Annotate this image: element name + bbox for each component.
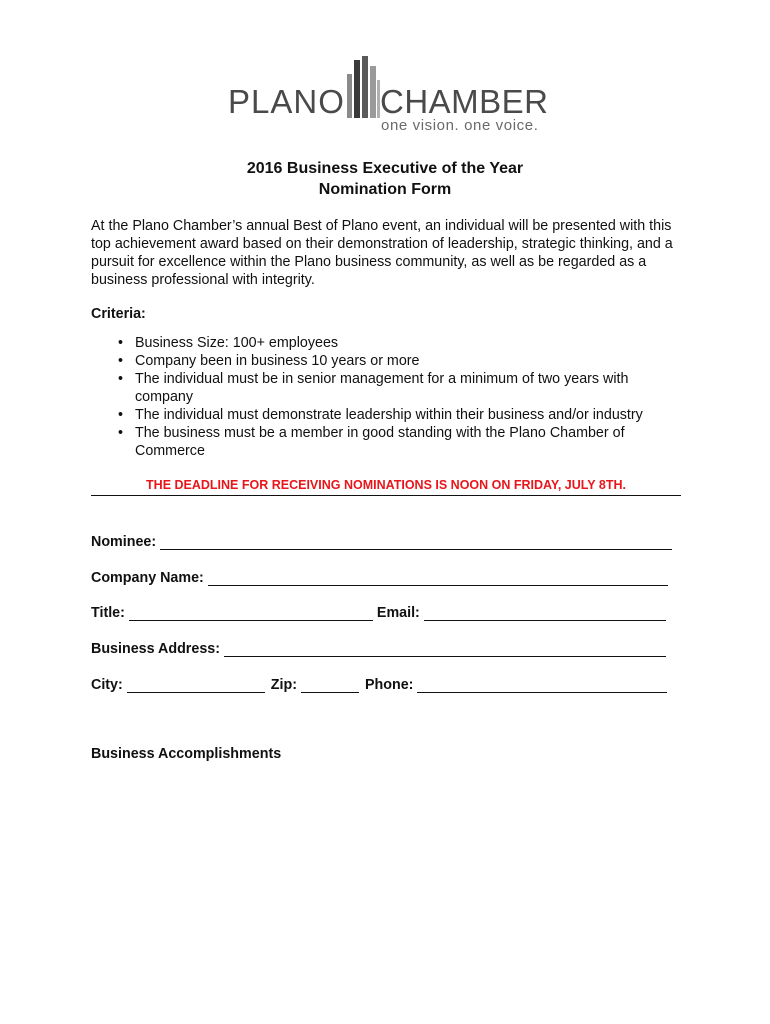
logo-word-plano: PLANO <box>228 83 345 120</box>
plano-chamber-logo <box>228 56 548 136</box>
logo-bars-icon <box>344 56 380 118</box>
criteria-list <box>116 334 686 460</box>
email-field[interactable] <box>424 606 666 621</box>
city-label: City: <box>91 677 123 693</box>
nominee-field[interactable] <box>160 535 672 550</box>
criteria-item: • The business must be a member in good standing with the Plano Chamber of Commerce <box>118 425 625 459</box>
form-title-line1: 2016 Business Executive of the Year <box>246 160 524 177</box>
form-title-line2: Nomination Form <box>318 181 452 198</box>
criteria-item: • The individual must be in senior management for a minimum of two years with company <box>118 371 629 405</box>
email-label: Email: <box>376 605 420 621</box>
nominee-row <box>91 534 672 550</box>
criteria-item: • Business Size: 100+ employees <box>118 335 339 351</box>
form-title <box>0 158 770 200</box>
phone-field[interactable] <box>417 678 667 693</box>
title-field[interactable] <box>129 606 373 621</box>
company-name-field[interactable] <box>208 571 668 586</box>
deadline-notice: THE DEADLINE FOR RECEIVING NOMINATIONS IS NOON ON FRIDAY, JULY 8TH. <box>91 478 681 496</box>
criteria-item: • The individual must demonstrate leadership within their business and/or industry <box>118 407 643 423</box>
logo-tagline: one vision. one voice. <box>381 117 539 134</box>
company-name-row <box>91 570 668 586</box>
criteria-item: • Company been in business 10 years or more <box>118 353 420 369</box>
title-label: Title: <box>91 605 125 621</box>
business-address-row <box>91 641 666 657</box>
zip-field[interactable] <box>301 678 359 693</box>
business-accomplishments-heading: Business Accomplishments <box>91 746 282 762</box>
zip-label: Zip: <box>270 677 297 693</box>
logo-word-chamber: CHAMBER <box>380 83 549 120</box>
intro-paragraph: At the Plano Chamber’s annual Best of Plano event, an individual will be presented with this top achievement award based on their demonstration of leadership, strategic thinking, and a pursuit for excellence within the Plano business community, as well as be regarded as a business professional with integrity. <box>91 218 673 288</box>
nominee-label: Nominee: <box>91 534 157 550</box>
phone-label: Phone: <box>364 677 414 693</box>
city-zip-phone-row <box>91 677 667 693</box>
business-address-label: Business Address: <box>91 641 220 657</box>
criteria-label: Criteria: <box>91 306 146 322</box>
company-name-label: Company Name: <box>91 570 204 586</box>
business-address-field[interactable] <box>224 642 666 657</box>
city-field[interactable] <box>127 678 265 693</box>
title-email-row <box>91 605 666 621</box>
